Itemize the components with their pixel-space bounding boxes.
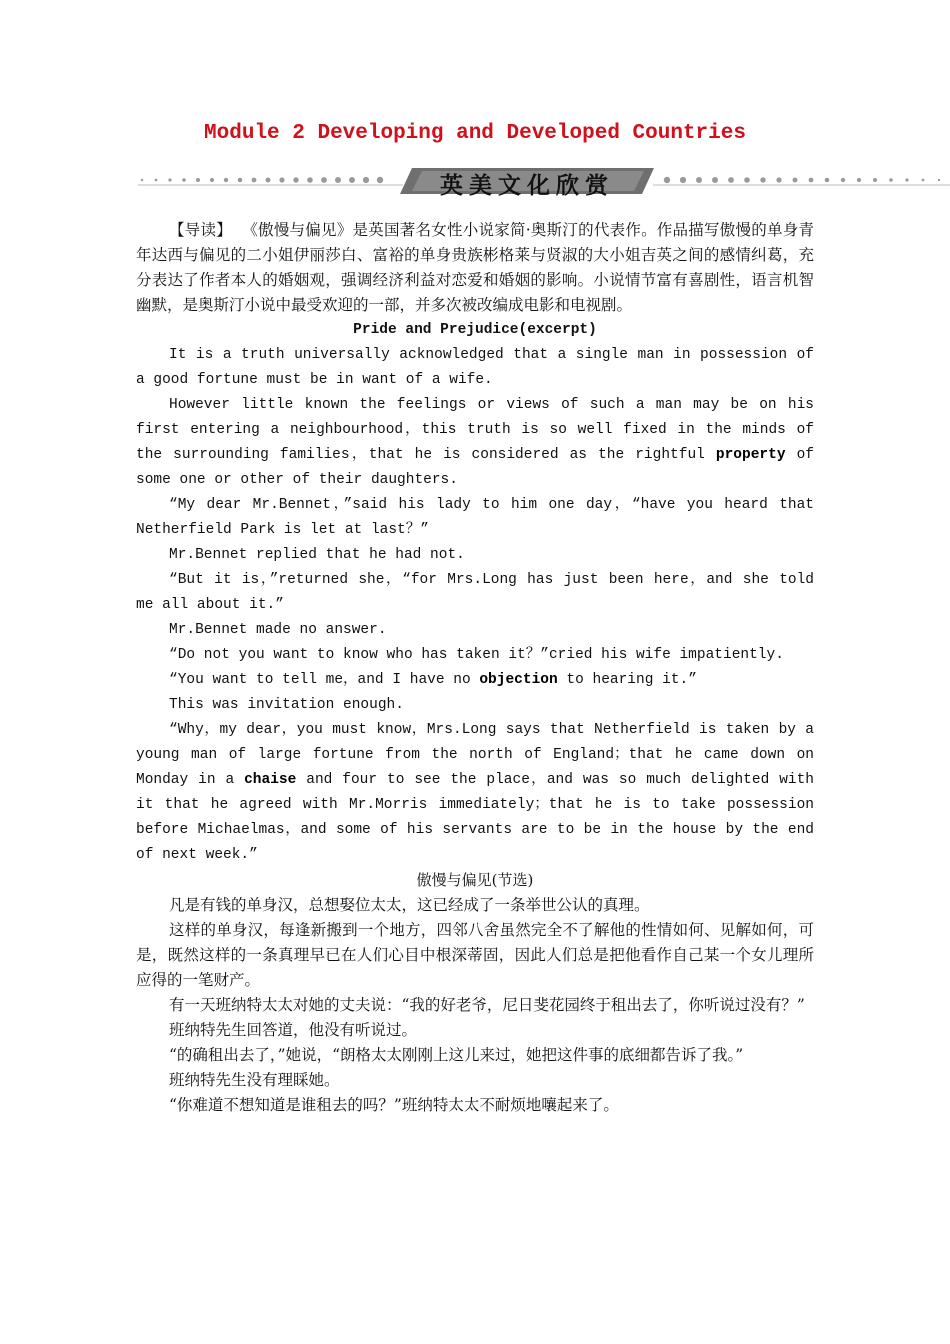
english-paragraph-4: Mr.Bennet replied that he had not. <box>169 547 465 563</box>
chinese-heading: 傲慢与偏见(节选) <box>416 871 534 889</box>
intro-text: 《傲慢与偏见》是英国著名女性小说家简·奥斯汀的代表作。作品描写傲慢的单身青年达西与偏见的二小姐伊丽莎白、富裕的单身贵族彬格莱与贤淑的大小姐吉英之间的感情纠葛，充分表达了作者本人的婚姻观，强调经济利益对恋爱和婚姻的影响。小说情节富有喜剧性，语言机智幽默，是奥斯汀小说中最受欢迎的一部，并多次被改编成电影和电视剧。 <box>136 221 814 314</box>
text-run: to hearing it.” <box>557 672 697 688</box>
chinese-paragraph-3: 有一天班纳特太太对她的丈夫说：“我的好老爷，尼日斐花园终于租出去了，你听说过没有？” <box>169 996 805 1014</box>
banner-ribbon <box>400 166 654 196</box>
banner-title: 英美文化欣赏 <box>440 173 614 199</box>
chinese-paragraph-2: 这样的单身汉，每逢新搬到一个地方，四邻八舍虽然完全不了解他的性情如何、见解如何，可是，既然这样的一条真理早已在人们心目中根深蒂固，因此人们总是把他看作自己某一个女儿理所应得的一笔财产。 <box>136 921 814 989</box>
english-paragraph-10 <box>136 718 814 868</box>
chinese-paragraph-1: 凡是有钱的单身汉，总想娶位太太，这已经成了一条举世公认的真理。 <box>169 896 650 914</box>
dotted-rule-right <box>653 174 950 186</box>
chinese-paragraph-4: 班纳特先生回答道，他没有听说过。 <box>169 1021 418 1039</box>
dotted-rule-left <box>138 174 403 186</box>
english-paragraph-7: “Do not you want to know who has taken it？”cried his wife impatiently. <box>169 647 784 663</box>
english-paragraph-2 <box>136 393 814 493</box>
chinese-paragraph-6: 班纳特先生没有理睬她。 <box>169 1071 340 1089</box>
english-paragraph-6: Mr.Bennet made no answer. <box>169 622 387 638</box>
article-body <box>136 218 814 1118</box>
keyword-objection: objection <box>479 672 558 688</box>
english-paragraph-1: It is a truth universally acknowledged that a single man in possession of a good fortune must be in want of a wife. <box>136 347 814 388</box>
text-run: and four to see the place，and was so much delighted with it that he agreed with Mr.Morris immediately；that he is to take possession before Michaelmas，and some of his servants are to be in the house by the end of next week.” <box>136 772 814 863</box>
chinese-paragraph-5: “的确租出去了，”她说，“朗格太太刚刚上这儿来过，她把这件事的底细都告诉了我。” <box>169 1046 744 1064</box>
text-run: of some one or other of their daughters. <box>136 447 814 488</box>
english-paragraph-9: This was invitation enough. <box>169 697 404 713</box>
keyword-property: property <box>715 447 786 463</box>
intro-tag: 【导读】 <box>169 221 232 239</box>
english-paragraph-8 <box>136 668 814 693</box>
english-paragraph-5: “But it is，”returned she，“for Mrs.Long has just been here，and she told me all about it.” <box>136 572 814 613</box>
english-paragraph-3: “My dear Mr.Bennet，”said his lady to him one day，“have you heard that Netherfield Park is let at last？” <box>136 497 814 538</box>
section-banner <box>138 166 950 199</box>
text-run: “You want to tell me，and I have no <box>169 672 480 688</box>
page-title: Module 2 Developing and Developed Countries <box>204 122 746 145</box>
text-run: However little known the feelings or views of such a man may be on his first entering a neighbourhood，this truth is so well fixed in the minds of the surrounding families，that he is considered as the rightful <box>136 397 814 463</box>
text-run: “Why，my dear，you must know，Mrs.Long says that Netherfield is taken by a young man of large fortune from the north of England；that he came down on Monday in a <box>136 722 814 788</box>
chinese-paragraph-7: “你难道不想知道是谁租去的吗？”班纳特太太不耐烦地嚷起来了。 <box>169 1096 619 1114</box>
keyword-chaise: chaise <box>244 772 297 788</box>
english-heading: Pride and Prejudice(excerpt) <box>353 322 597 338</box>
intro-paragraph <box>136 218 814 318</box>
